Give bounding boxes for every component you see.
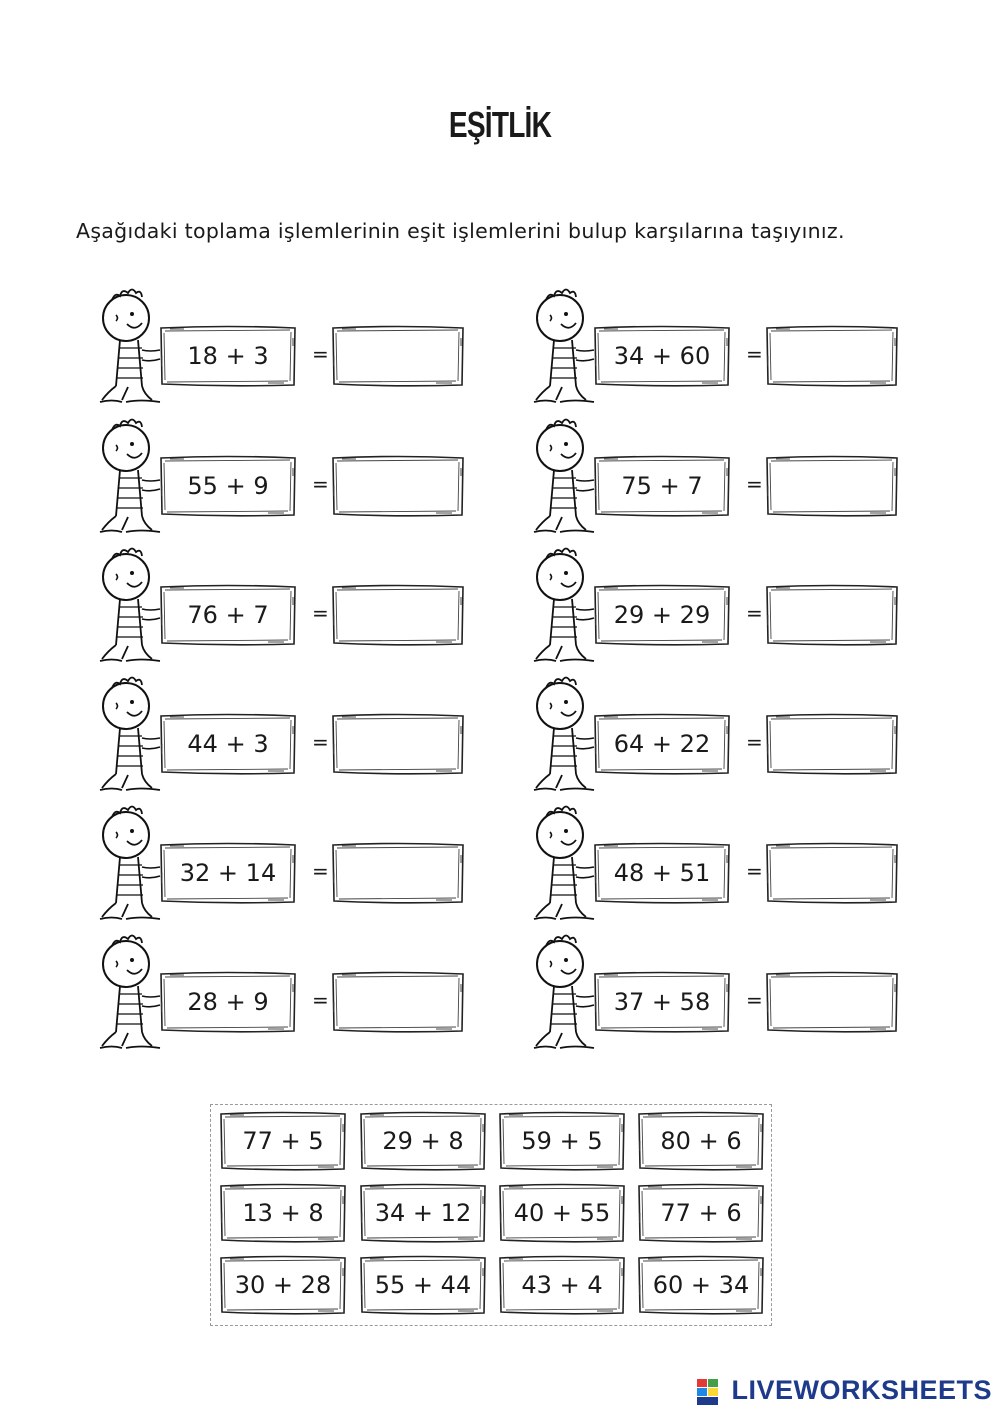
expression-label: 28 + 9 <box>187 988 269 1016</box>
expression-label: 76 + 7 <box>187 601 269 629</box>
answer-drop-box[interactable] <box>764 712 900 776</box>
equation-row <box>532 545 972 675</box>
answer-tile-label: 43 + 4 <box>521 1271 603 1299</box>
answer-tile[interactable] <box>218 1110 348 1172</box>
equals-sign: = <box>746 601 763 625</box>
answer-drop-box[interactable] <box>330 583 466 647</box>
answer-tile-label: 29 + 8 <box>382 1127 464 1155</box>
answer-tile-label: 40 + 55 <box>513 1199 611 1227</box>
answer-drop-box[interactable] <box>330 970 466 1034</box>
instruction-text: Aşağıdaki toplama işlemlerinin eşit işlemlerini bulup karşılarına taşıyınız. <box>76 219 845 243</box>
answer-drop-box[interactable] <box>764 583 900 647</box>
footer-brand: LIVEWORKSHEETS <box>731 1375 992 1405</box>
answer-tile-label: 77 + 5 <box>242 1127 324 1155</box>
equals-sign: = <box>746 342 763 366</box>
equals-sign: = <box>312 988 329 1012</box>
answer-tile-label: 34 + 12 <box>374 1199 472 1227</box>
equals-sign: = <box>312 730 329 754</box>
equation-row <box>98 803 538 933</box>
equation-row <box>532 803 972 933</box>
equals-sign: = <box>312 859 329 883</box>
answer-tile[interactable] <box>218 1182 348 1244</box>
equation-row <box>98 286 538 416</box>
expression-label: 32 + 14 <box>179 859 277 887</box>
expression-label: 29 + 29 <box>613 601 711 629</box>
expression-label: 37 + 58 <box>613 988 711 1016</box>
equation-row <box>532 932 972 1062</box>
answer-drop-box[interactable] <box>330 324 466 388</box>
answer-drop-box[interactable] <box>330 712 466 776</box>
answer-drop-box[interactable] <box>764 454 900 518</box>
equation-row <box>532 416 972 546</box>
answer-tile[interactable] <box>218 1254 348 1316</box>
expression-label: 44 + 3 <box>187 730 269 758</box>
equals-sign: = <box>312 472 329 496</box>
answer-drop-box[interactable] <box>330 841 466 905</box>
equals-sign: = <box>746 472 763 496</box>
answer-tile-label: 80 + 6 <box>660 1127 742 1155</box>
answer-tile[interactable] <box>636 1182 766 1244</box>
answer-tile[interactable] <box>358 1254 488 1316</box>
expression-label: 18 + 3 <box>187 342 269 370</box>
answer-tile-label: 77 + 6 <box>660 1199 742 1227</box>
answer-tile-label: 30 + 28 <box>234 1271 332 1299</box>
equals-sign: = <box>746 859 763 883</box>
answer-drop-box[interactable] <box>764 324 900 388</box>
expression-label: 48 + 51 <box>613 859 711 887</box>
answer-tile-label: 13 + 8 <box>242 1199 324 1227</box>
answer-tile[interactable] <box>497 1182 627 1244</box>
page-title: EŞİTLİK <box>448 104 552 145</box>
answer-tile[interactable] <box>497 1110 627 1172</box>
answer-bank <box>210 1104 772 1326</box>
expression-label: 75 + 7 <box>621 472 703 500</box>
equation-row <box>532 674 972 804</box>
equals-sign: = <box>312 342 329 366</box>
answer-drop-box[interactable] <box>764 841 900 905</box>
answer-drop-box[interactable] <box>764 970 900 1034</box>
equation-row <box>98 416 538 546</box>
expression-label: 55 + 9 <box>187 472 269 500</box>
equation-row <box>98 545 538 675</box>
equation-row <box>532 286 972 416</box>
answer-tile-label: 55 + 44 <box>374 1271 472 1299</box>
answer-tile[interactable] <box>358 1182 488 1244</box>
equals-sign: = <box>312 601 329 625</box>
equation-row <box>98 932 538 1062</box>
equation-row <box>98 674 538 804</box>
answer-tile-label: 60 + 34 <box>652 1271 750 1299</box>
liveworksheets-logo-icon <box>696 1378 720 1406</box>
equals-sign: = <box>746 730 763 754</box>
answer-drop-box[interactable] <box>330 454 466 518</box>
answer-tile[interactable] <box>358 1110 488 1172</box>
answer-tile[interactable] <box>636 1110 766 1172</box>
expression-label: 34 + 60 <box>613 342 711 370</box>
answer-tile[interactable] <box>497 1254 627 1316</box>
answer-tile[interactable] <box>636 1254 766 1316</box>
equals-sign: = <box>746 988 763 1012</box>
answer-tile-label: 59 + 5 <box>521 1127 603 1155</box>
expression-label: 64 + 22 <box>613 730 711 758</box>
